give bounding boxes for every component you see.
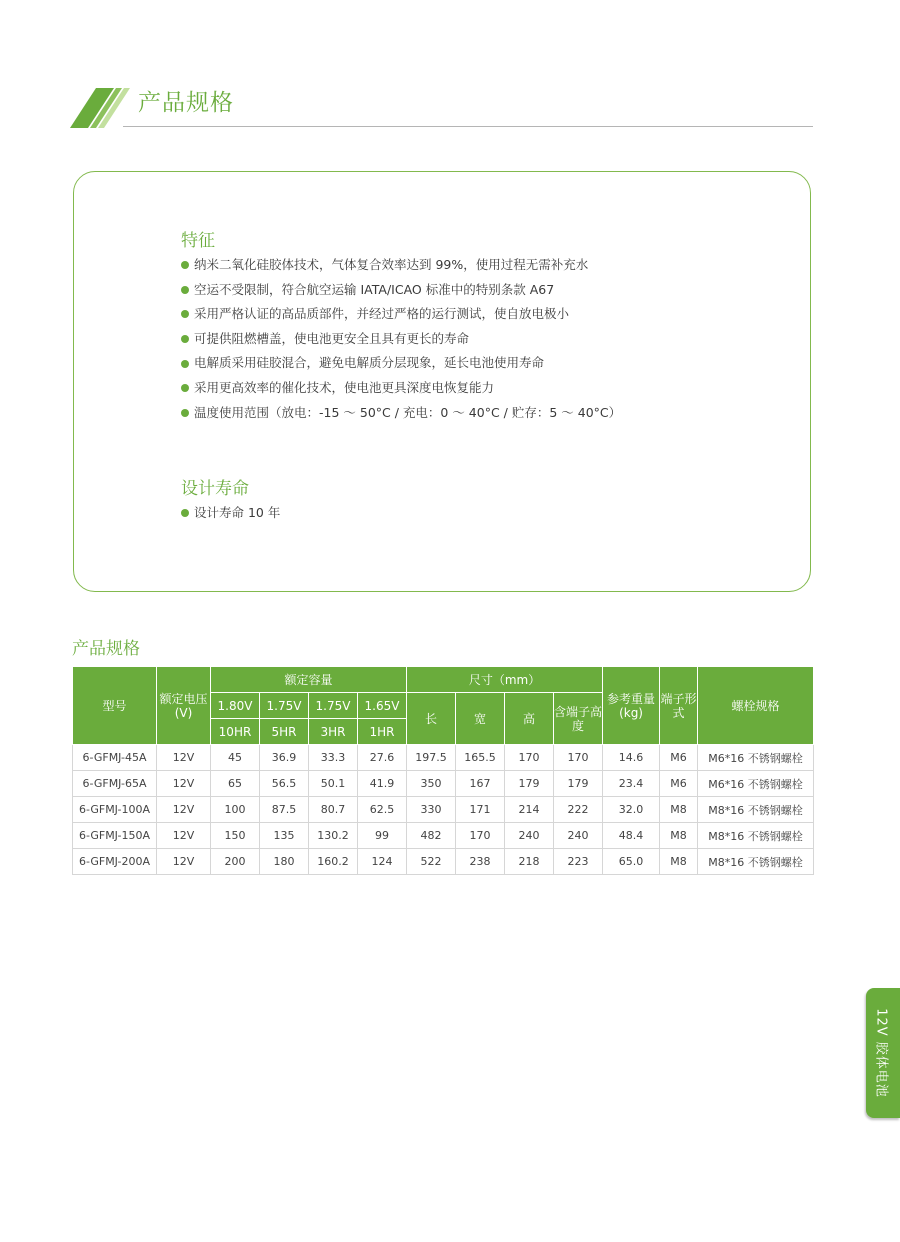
list-item: 采用严格认证的高品质部件，并经过严格的运行测试，使自放电极小 <box>181 302 621 327</box>
table-cell: 6-GFMJ-150A <box>73 823 157 849</box>
table-cell: 218 <box>505 849 554 875</box>
table-cell: 12V <box>157 849 211 875</box>
table-cell: 179 <box>554 771 603 797</box>
table-cell: M8 <box>660 823 698 849</box>
header-terminal: 端子形式 <box>660 667 698 745</box>
table-cell: 27.6 <box>358 745 407 771</box>
table-cell: 214 <box>505 797 554 823</box>
side-tab <box>866 988 900 1118</box>
table-cell: 238 <box>456 849 505 875</box>
table-cell: 99 <box>358 823 407 849</box>
bullet-dot-icon <box>181 335 189 343</box>
header-size: 尺寸（mm） <box>407 667 603 693</box>
bullet-dot-icon <box>181 261 189 269</box>
table-cell: 165.5 <box>456 745 505 771</box>
list-item: 纳米二氧化硅胶体技术，气体复合效率达到 99%，使用过程无需补充水 <box>181 253 621 278</box>
table-cell: 180 <box>260 849 309 875</box>
header-stripes-icon <box>70 86 130 128</box>
table-cell: M6 <box>660 771 698 797</box>
table-cell: 170 <box>505 745 554 771</box>
table-cell: 135 <box>260 823 309 849</box>
header-weight: 参考重量(kg) <box>603 667 660 745</box>
table-cell: 62.5 <box>358 797 407 823</box>
header-cap-hour: 5HR <box>260 719 309 745</box>
table-cell: 179 <box>505 771 554 797</box>
bullet-dot-icon <box>181 384 189 392</box>
table-cell: 50.1 <box>309 771 358 797</box>
features-list <box>181 253 621 425</box>
table-cell: 170 <box>554 745 603 771</box>
list-item: 电解质采用硅胶混合，避免电解质分层现象，延长电池使用寿命 <box>181 351 621 376</box>
table-cell: 171 <box>456 797 505 823</box>
table-cell: 48.4 <box>603 823 660 849</box>
table-cell: 350 <box>407 771 456 797</box>
table-cell: 36.9 <box>260 745 309 771</box>
table-cell: 6-GFMJ-65A <box>73 771 157 797</box>
page-title: 产品规格 <box>138 90 234 116</box>
table-cell: 170 <box>456 823 505 849</box>
table-cell: 160.2 <box>309 849 358 875</box>
bullet-dot-icon <box>181 286 189 294</box>
table-cell: 197.5 <box>407 745 456 771</box>
table-cell: 130.2 <box>309 823 358 849</box>
header-total-height: 含端子高度 <box>554 693 603 745</box>
list-item: 温度使用范围（放电：-15 ～ 50°C / 充电：0 ～ 40°C / 贮存：5 ～ 40°C） <box>181 401 621 426</box>
bullet-dot-icon <box>181 310 189 318</box>
table-cell: 65.0 <box>603 849 660 875</box>
table-cell: M8*16 不锈钢螺栓 <box>698 797 814 823</box>
table-cell: 12V <box>157 745 211 771</box>
header-divider <box>123 126 813 127</box>
header-cap-volt: 1.75V <box>309 693 358 719</box>
table-cell: 240 <box>505 823 554 849</box>
header-capacity: 额定容量 <box>211 667 407 693</box>
list-item: 空运不受限制，符合航空运输 IATA/ICAO 标准中的特别条款 A67 <box>181 278 621 303</box>
table-cell: 32.0 <box>603 797 660 823</box>
design-life-list <box>181 501 280 526</box>
list-item: 采用更高效率的催化技术，使电池更具深度电恢复能力 <box>181 376 621 401</box>
table-cell: M8 <box>660 797 698 823</box>
table-cell: 223 <box>554 849 603 875</box>
header-cap-hour: 1HR <box>358 719 407 745</box>
header-width: 宽 <box>456 693 505 745</box>
table-cell: 240 <box>554 823 603 849</box>
table-cell: 45 <box>211 745 260 771</box>
header-cap-volt: 1.80V <box>211 693 260 719</box>
table-cell: M8 <box>660 849 698 875</box>
header-height: 高 <box>505 693 554 745</box>
header-cap-hour: 3HR <box>309 719 358 745</box>
table-cell: 33.3 <box>309 745 358 771</box>
header-bolt: 螺栓规格 <box>698 667 814 745</box>
table-cell: 12V <box>157 771 211 797</box>
bullet-dot-icon <box>181 509 189 517</box>
table-cell: 330 <box>407 797 456 823</box>
table-cell: 167 <box>456 771 505 797</box>
table-cell: 41.9 <box>358 771 407 797</box>
table-cell: 200 <box>211 849 260 875</box>
table-row <box>73 797 814 823</box>
table-cell: 12V <box>157 823 211 849</box>
spec-table <box>72 666 814 875</box>
features-title: 特征 <box>181 231 215 251</box>
table-cell: 14.6 <box>603 745 660 771</box>
table-cell: 12V <box>157 797 211 823</box>
table-cell: M6 <box>660 745 698 771</box>
table-cell: 482 <box>407 823 456 849</box>
table-cell: 6-GFMJ-200A <box>73 849 157 875</box>
table-cell: 23.4 <box>603 771 660 797</box>
table-cell: M6*16 不锈钢螺栓 <box>698 745 814 771</box>
table-cell: M6*16 不锈钢螺栓 <box>698 771 814 797</box>
bullet-dot-icon <box>181 360 189 368</box>
header-cap-volt: 1.65V <box>358 693 407 719</box>
table-cell: 100 <box>211 797 260 823</box>
table-cell: 6-GFMJ-45A <box>73 745 157 771</box>
table-row <box>73 745 814 771</box>
table-cell: 6-GFMJ-100A <box>73 797 157 823</box>
table-cell: 65 <box>211 771 260 797</box>
table-cell: 56.5 <box>260 771 309 797</box>
spec-table-body <box>73 745 814 875</box>
table-cell: M8*16 不锈钢螺栓 <box>698 849 814 875</box>
header-cap-volt: 1.75V <box>260 693 309 719</box>
table-cell: 522 <box>407 849 456 875</box>
table-row <box>73 823 814 849</box>
table-row <box>73 771 814 797</box>
header-length: 长 <box>407 693 456 745</box>
table-cell: 87.5 <box>260 797 309 823</box>
table-row <box>73 849 814 875</box>
table-cell: 124 <box>358 849 407 875</box>
table-cell: 80.7 <box>309 797 358 823</box>
side-tab-label: 12V 胶体电池 <box>873 1008 889 1098</box>
header-voltage: 额定电压(V) <box>157 667 211 745</box>
bullet-dot-icon <box>181 409 189 417</box>
header-cap-hour: 10HR <box>211 719 260 745</box>
table-cell: M8*16 不锈钢螺栓 <box>698 823 814 849</box>
header-model: 型号 <box>73 667 157 745</box>
table-cell: 222 <box>554 797 603 823</box>
table-cell: 150 <box>211 823 260 849</box>
spec-title: 产品规格 <box>72 639 140 659</box>
design-life-title: 设计寿命 <box>181 479 249 499</box>
list-item: 设计寿命 10 年 <box>181 501 280 526</box>
list-item: 可提供阻燃槽盖，使电池更安全且具有更长的寿命 <box>181 327 621 352</box>
